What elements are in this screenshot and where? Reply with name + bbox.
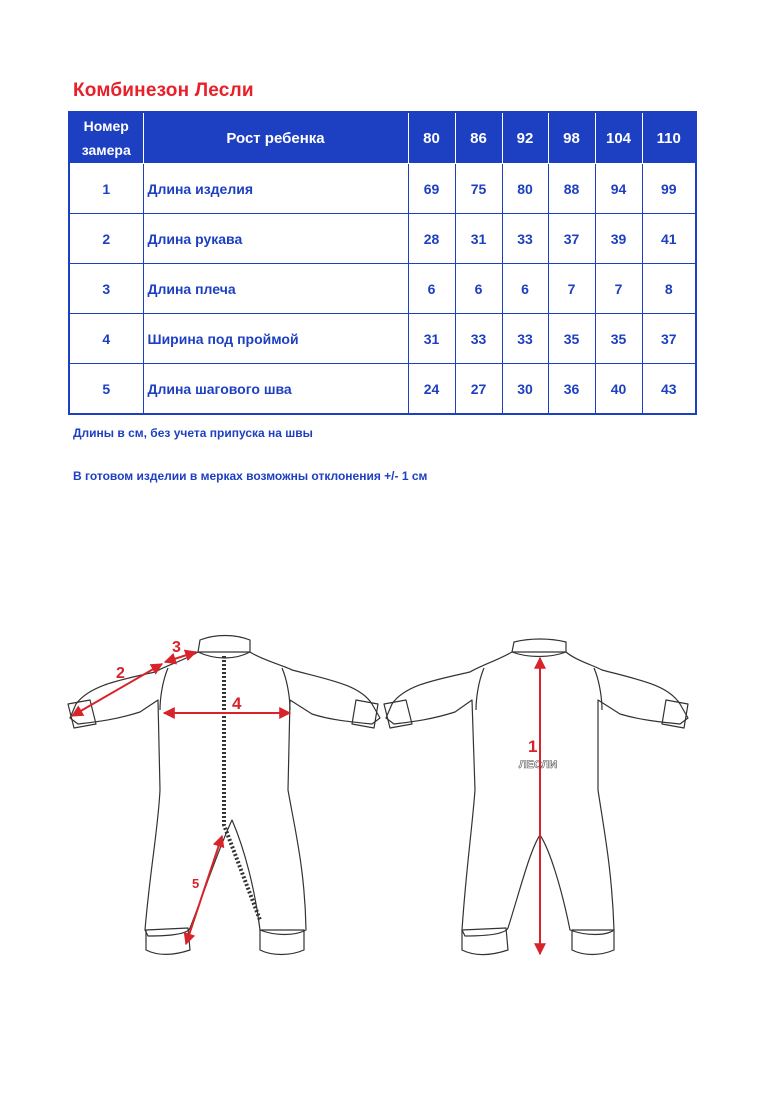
table-cell: 88 (548, 164, 595, 214)
table-cell: 27 (455, 364, 502, 415)
table-cell: 36 (548, 364, 595, 415)
table-cell: 69 (408, 164, 455, 214)
table-cell: 40 (595, 364, 642, 415)
table-cell: 6 (502, 264, 548, 314)
table-cell: 39 (595, 214, 642, 264)
header-size: 86 (455, 112, 502, 164)
table-cell: 6 (408, 264, 455, 314)
table-header-row (69, 112, 696, 164)
table-cell: 35 (548, 314, 595, 364)
table-cell: 28 (408, 214, 455, 264)
table-cell: 31 (455, 214, 502, 264)
row-number: 3 (69, 264, 143, 314)
page-title: Комбинезон Лесли (73, 80, 254, 101)
table-cell: 8 (642, 264, 696, 314)
row-number: 1 (69, 164, 143, 214)
header-size: 80 (408, 112, 455, 164)
table-cell: 80 (502, 164, 548, 214)
table-cell: 24 (408, 364, 455, 415)
callout-5: 5 (192, 876, 200, 891)
table-cell: 41 (642, 214, 696, 264)
front-view (68, 636, 380, 955)
callout-4: 4 (232, 694, 242, 713)
back-right-leg-cuff (572, 930, 614, 955)
row-number: 4 (69, 314, 143, 364)
table-row (69, 364, 696, 415)
table-cell: 33 (502, 314, 548, 364)
table-cell: 75 (455, 164, 502, 214)
header-number-line2: замера (81, 142, 131, 158)
front-collar (198, 636, 250, 659)
header-size: 110 (642, 112, 696, 164)
table-cell: 7 (548, 264, 595, 314)
header-number-line1: Номер (83, 118, 129, 134)
front-left-leg-cuff (146, 928, 190, 955)
header-height: Рост ребенка (143, 112, 408, 164)
table-cell: 30 (502, 364, 548, 415)
table-row (69, 214, 696, 264)
table-cell: 94 (595, 164, 642, 214)
table-cell: 33 (455, 314, 502, 364)
header-number (69, 112, 143, 164)
units-note: Длины в см, без учета припуска на швы (73, 426, 313, 440)
table-row (69, 164, 696, 214)
back-collar (512, 639, 566, 657)
row-number: 2 (69, 214, 143, 264)
size-table (68, 111, 697, 415)
front-zipper (224, 656, 260, 920)
row-name: Ширина под проймой (143, 314, 408, 364)
callout-1: 1 (528, 737, 538, 756)
table-cell: 33 (502, 214, 548, 264)
row-name: Длина шагового шва (143, 364, 408, 415)
table-cell: 43 (642, 364, 696, 415)
tolerance-note: В готовом изделии в мерках возможны отклонения +/- 1 см (73, 469, 428, 483)
table-cell: 7 (595, 264, 642, 314)
table-cell: 99 (642, 164, 696, 214)
table-cell: 35 (595, 314, 642, 364)
table-row (69, 314, 696, 364)
table-cell: 37 (642, 314, 696, 364)
table-cell: 37 (548, 214, 595, 264)
header-size: 104 (595, 112, 642, 164)
header-size: 92 (502, 112, 548, 164)
callout-2: 2 (116, 665, 125, 682)
back-view (384, 639, 688, 955)
callout-3: 3 (172, 639, 181, 656)
table-cell: 31 (408, 314, 455, 364)
header-size: 98 (548, 112, 595, 164)
row-name: Длина изделия (143, 164, 408, 214)
row-name: Длина плеча (143, 264, 408, 314)
measurement-arrows (72, 652, 540, 954)
brand-mark: ЛЕСЛИ (518, 759, 558, 771)
garment-diagram (0, 600, 762, 1000)
row-name: Длина рукава (143, 214, 408, 264)
table-cell: 6 (455, 264, 502, 314)
table-row (69, 264, 696, 314)
back-body-outline (386, 652, 688, 936)
row-number: 5 (69, 364, 143, 415)
